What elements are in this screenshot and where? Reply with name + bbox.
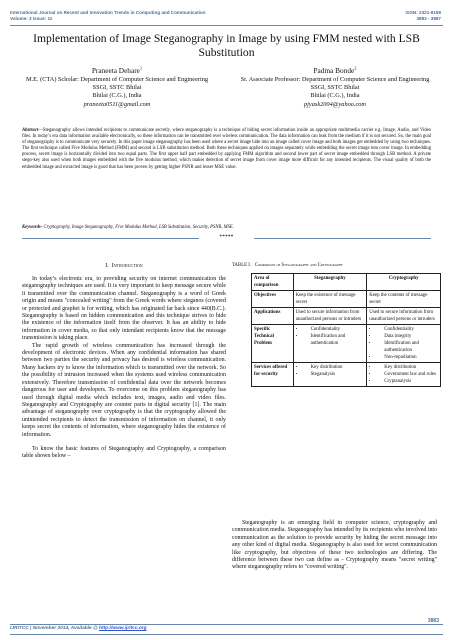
table-cell (293, 363, 367, 387)
issn: ISSN: 2321-8169 (405, 10, 441, 15)
list-item: • Confidentiality (305, 326, 365, 333)
list-item: • Steganalysis (305, 371, 365, 378)
list-item: • Non-repudiation (378, 354, 438, 361)
author-name: Padma Bonde (313, 66, 355, 75)
list-item: • Government law and rules (378, 371, 438, 378)
table-header-row (252, 274, 441, 291)
author-role: M.E. (CTA) Scholar: Department of Computer Science and Engineering (25, 76, 209, 83)
intro-column (22, 276, 226, 461)
table-caption (232, 263, 437, 268)
table-row (252, 363, 441, 387)
footer-rule-bottom (10, 634, 443, 635)
list-item: • Key distribution (378, 364, 438, 371)
journal-name: International Journal on Recent and Innovation Trends in Computing and Communication (10, 10, 206, 15)
journal-header (10, 10, 206, 22)
journal-link[interactable]: http://www.ijritcc.org (99, 626, 147, 631)
page-number: 3883 (427, 618, 439, 624)
author-email[interactable]: pjyask2004@yahoo.com (304, 100, 366, 108)
separator-rule-right (254, 238, 431, 239)
section-number: I. (105, 263, 109, 269)
list-item: • Cryptanalysis (378, 378, 438, 385)
row-label: Specific Technical Problem (252, 325, 294, 363)
author-institute: SSGI, SSTC Bhilai (92, 84, 142, 92)
journal-volume: Volume: 3 Issue: 11 (10, 16, 53, 21)
table-number: TABLE I. (232, 263, 252, 268)
table-title: Comparison of Steganography and Cryptography (254, 263, 343, 268)
author-sup: 2 (354, 65, 357, 71)
abstract-label: Abstract (22, 128, 39, 133)
author-institute: SSGI, SSTC Bhilai (310, 84, 360, 92)
keywords-text: Cryptography, Image Steganography, Five Modulus Method, LSB Substitution, Security, PSNR, MSE. (42, 225, 234, 230)
table-cell (293, 325, 367, 363)
author-block-1 (22, 66, 212, 109)
right-column-text (232, 520, 437, 572)
footer (10, 626, 147, 631)
author-email[interactable]: praneeta0511@gmail.com (83, 100, 151, 108)
table-row (252, 291, 441, 308)
section-title: Introduction (111, 263, 143, 269)
table-row (252, 308, 441, 325)
author-place: Bhilai (C.G.), India (310, 92, 360, 100)
table-cell (367, 325, 441, 363)
section-heading (22, 263, 226, 269)
author-name: Praneeta Dehare (91, 66, 140, 75)
row-label: Objectives (252, 291, 294, 308)
list-item: • Confidentiality (378, 326, 438, 333)
abstract-text: —Steganography allows intended recipients to communicate secretly, where steganography is a technique of hiding secret information inside an appropriate multimedia carrier e.g. Image, Audio, and Video files. In today’s era data information available electronically, so these information can be transmitted over wireless communication. The data information can leak from the medium if it is not secured. So, the main goal of steganography is to communicate very securely. In this paper image steganography has been used where a secret image hide into an image called cover image and both images get embedded by using two techniques. The first technique called Five Modulus Method (FMM) and second is LSB substitution method. Both these techniques applied on images separately while embedding the secret image into cover image. In embedding process, secret image is horizontally divided into two equal parts. The first upper half part embedded by applying FMM algorithm and second lower part of secret image embedded through LSB method. A private stego-key also used when both images embedded with the five modulus method, which makes detection of secret image from cover image more difficult for any intended recipients. The visual quality of both the embedded image and extracted image is good that has been proven by getting higher PSNR and lesser MSE value. (22, 128, 431, 170)
table-cell: Used to secure information from unauthorized persons or intruders (293, 308, 367, 325)
table-row (252, 325, 441, 363)
list-item: • Identification and authentication (378, 340, 438, 354)
table-header-cell: Steganography (293, 274, 367, 291)
paper-title: Implementation of Image Steganography in Image by using FMM nested with LSB Substitution (33, 32, 420, 59)
table-cell: Used to secure information from unauthorized persons or intruders (367, 308, 441, 325)
paragraph: To know the basic features of Steganography and Cryptography, a comparison table shown below – (22, 445, 226, 460)
table-cell: Keep the existence of message secret (293, 291, 367, 308)
separator-stars: ***** (219, 235, 234, 240)
header-rule (10, 25, 443, 26)
author-block-2 (240, 66, 430, 109)
paragraph: In today’s electronic era, to providing security on internet communication the steganography techniques are used. It is very important to keep message secure while it transmitted over the communication channel. Steganography is a word of Greek origin and means "concealed writing" from the Greek words where steganos (covered or protected and graphei is for writing, which has originated far back since 440(B.C.). Steganography is based on hidden communication and this technique strives to hide the existence of the information itself from the observer. It has an ability to hide information in cover media, so that only intendant recipients know that the message transmission is taking place. (22, 276, 226, 342)
keywords-label: Keywords- (22, 225, 43, 230)
journal-meta (406, 10, 442, 22)
row-label: Services offered for security (252, 363, 294, 387)
author-role: Sr. Associate Professor: Department of Computer Science and Engineering (240, 76, 430, 83)
author-sup: 1 (139, 65, 143, 71)
table-header-cell: Area of comparison (252, 274, 294, 291)
author-place: Bhilai (C.G.), India (92, 92, 142, 100)
keywords (22, 225, 431, 231)
list-item: • Data integrity (378, 333, 438, 340)
table-cell: Keep the contents of message secret (367, 291, 441, 308)
footer-text: IJRITCC | November 2014, Available @ (10, 626, 100, 631)
row-label: Applications (252, 308, 294, 325)
list-item: • Key distribution (305, 364, 365, 371)
table-cell (367, 363, 441, 387)
page-range: 3883 - 3887 (416, 16, 441, 21)
list-item: • Identification and authentication (305, 333, 365, 347)
table-header-cell: Cryptography (367, 274, 441, 291)
footer-rule (10, 624, 443, 625)
comparison-table (251, 273, 441, 387)
abstract (22, 128, 431, 171)
paragraph: Steganography is an emerging field in computer science, cryptography and communication media. Steganography has intended by its recipients who involved into communication as the solution to provide security by hiding the secret message into any other kind of digital media. Steganography is also used for secret communication like cryptography, but objectives of these two technologies are differing. The difference between these two can define as - Cryptography means "secret writing" where steganography refers to "covered writing". (232, 520, 437, 571)
paragraph: The rapid growth of wireless communication has increased through the development of electronic devices. When any confidential information has shared between two parties the security and privacy has desired is wireless communication. Many hackers try to know the information which is transmitted over the network. So the possibility of intrusion increased when the systems used wireless communication extensively. Therefore transmission of confidential data over the network becomes dangerous for user and developers. To overcome on this problem steganography has used through digital media which includes text, images, audio and video files. Steganography and Cryptography are counter parts in digital security [1]. The main advantage of steganography over cryptography is that the cryptography allowed the unintended recipients to detect the transmission of information on channel, it only keeps secret the contents of information, where steganography hides the existence of information. (22, 342, 226, 438)
